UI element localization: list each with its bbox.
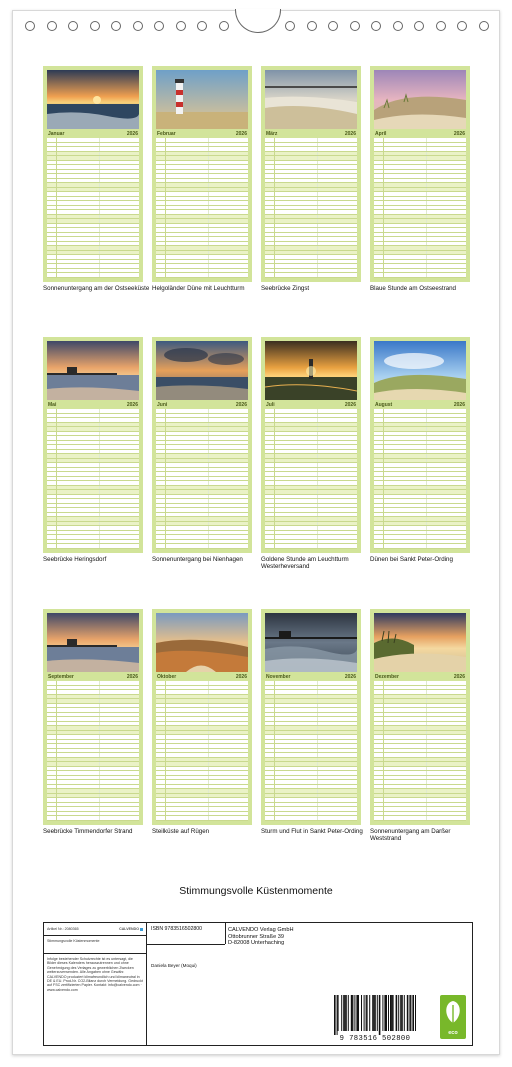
month-juni	[152, 337, 252, 563]
month-frame	[261, 609, 361, 825]
binding-hole	[457, 21, 467, 31]
day-row	[156, 544, 248, 549]
day-row	[47, 544, 139, 549]
month-caption: Blaue Stunde am Ostseestrand	[370, 285, 456, 292]
month-frame	[261, 337, 361, 553]
planner-grid	[265, 409, 357, 549]
isbn: ISBN 9783516502800	[151, 926, 203, 932]
binding-hole	[111, 21, 121, 31]
planner-grid	[374, 409, 466, 549]
month-caption: Seebrücke Zingst	[261, 285, 310, 292]
month-year: 2026	[126, 131, 138, 137]
month-year: 2026	[235, 131, 247, 137]
month-frame	[43, 66, 143, 282]
binding-hole	[176, 21, 186, 31]
binding-hole	[133, 21, 143, 31]
legal-text: Infolge bestehender Schutzrechte ist es untersagt, die Bilder dieses Kalenders herauszutrennen und ohne Genehmigung des Verlages zu gewerblichen Zwecken weiterzuverwenden. Alle Angaben ohne Gewähr. CALVENDO produziert klimafreundlich und klimaneutral in DE & EU. Prod-Nr. CO2-Bilanz durch Vermeidung. Gedruckt auf FSC zertifizierten Papier. Kontakt: info@calvendo.com · www.calvendo.com	[47, 957, 143, 992]
calendar-page	[12, 10, 500, 1055]
binding-hole	[219, 21, 229, 31]
month-year: 2026	[126, 674, 138, 680]
info-panel	[44, 923, 147, 1045]
day-row	[374, 816, 466, 821]
month-oktober	[152, 609, 252, 835]
month-frame	[370, 337, 470, 553]
month-header	[374, 673, 466, 681]
month-year: 2026	[344, 674, 356, 680]
month-header	[265, 673, 357, 681]
month-year: 2026	[344, 131, 356, 137]
month-year: 2026	[453, 131, 465, 137]
month-märz	[261, 66, 361, 292]
month-frame	[43, 609, 143, 825]
month-name: Mai	[48, 402, 57, 408]
day-row	[156, 273, 248, 278]
month-name: April	[375, 131, 387, 137]
month-frame	[43, 337, 143, 553]
month-header	[47, 673, 139, 681]
month-photo	[47, 341, 139, 400]
planner-grid	[374, 138, 466, 278]
month-frame	[152, 66, 252, 282]
month-caption: Sonnenuntergang am der Ostseeküste	[43, 285, 150, 292]
month-year: 2026	[235, 674, 247, 680]
month-photo	[156, 70, 248, 129]
month-august	[370, 337, 470, 563]
month-september	[43, 609, 143, 835]
binding-hole	[414, 21, 424, 31]
binding-hole	[393, 21, 403, 31]
month-header	[265, 130, 357, 138]
month-header	[374, 130, 466, 138]
day-row	[47, 273, 139, 278]
month-name: Juli	[266, 402, 275, 408]
binding-hole	[90, 21, 100, 31]
publisher-logo: CALVENDO	[119, 927, 143, 931]
publisher-address: CALVENDO Verlag GmbH Ottobrunner Straße 39 D-82008 Unterhaching	[228, 927, 294, 947]
month-year: 2026	[453, 674, 465, 680]
author: Daniela Beyer (Moqui)	[151, 963, 197, 968]
planner-grid	[47, 681, 139, 821]
month-header	[156, 130, 248, 138]
month-photo	[265, 70, 357, 129]
month-photo	[47, 70, 139, 129]
binding-hole	[285, 21, 295, 31]
binding-hole	[68, 21, 78, 31]
binding-hole	[47, 21, 57, 31]
month-dezember	[370, 609, 470, 843]
month-header	[156, 401, 248, 409]
back-cover-info	[43, 922, 473, 1046]
month-frame	[261, 66, 361, 282]
planner-grid	[265, 681, 357, 821]
month-photo	[374, 341, 466, 400]
binding-hole	[307, 21, 317, 31]
binding-hole	[436, 21, 446, 31]
month-caption: Dünen bei Sankt Peter-Ording	[370, 556, 453, 563]
month-year: 2026	[126, 402, 138, 408]
month-caption: Seebrücke Heringsdorf	[43, 556, 107, 563]
eco-badge: eco	[440, 995, 466, 1039]
month-caption: Sturm und Flut in Sankt Peter-Ording	[261, 828, 363, 835]
month-name: Dezember	[375, 674, 399, 680]
month-caption: Sonnenuntergang am Darßer Weststrand	[370, 828, 451, 843]
month-header	[156, 673, 248, 681]
calendar-title: Stimmungsvolle Küstenmomente	[179, 885, 333, 897]
month-name: März	[266, 131, 278, 137]
month-caption: Seebrücke Timmendorfer Strand	[43, 828, 133, 835]
planner-grid	[374, 681, 466, 821]
binding-hole	[479, 21, 489, 31]
month-photo	[47, 613, 139, 672]
month-frame	[370, 609, 470, 825]
day-row	[374, 544, 466, 549]
month-photo	[374, 613, 466, 672]
month-year: 2026	[344, 402, 356, 408]
month-juli	[261, 337, 361, 571]
month-photo	[156, 341, 248, 400]
day-row	[265, 544, 357, 549]
month-caption: Steilküste auf Rügen	[152, 828, 210, 835]
barcode	[332, 995, 418, 1045]
barcode-digits: 9 783516 502800	[339, 1035, 411, 1043]
month-caption: Goldene Stunde am Leuchtturm Westerheversand	[261, 556, 349, 571]
month-photo	[156, 613, 248, 672]
day-row	[156, 816, 248, 821]
month-header	[47, 130, 139, 138]
binding-hole	[371, 21, 381, 31]
day-row	[265, 816, 357, 821]
month-photo	[265, 341, 357, 400]
planner-grid	[265, 138, 357, 278]
month-header	[265, 401, 357, 409]
month-name: August	[375, 402, 393, 408]
binding-hole	[154, 21, 164, 31]
month-frame	[152, 609, 252, 825]
month-caption: Sonnenuntergang bei Nienhagen	[152, 556, 243, 563]
day-row	[47, 816, 139, 821]
month-november	[261, 609, 363, 835]
month-year: 2026	[235, 402, 247, 408]
month-name: Februar	[157, 131, 176, 137]
month-name: September	[48, 674, 74, 680]
month-frame	[370, 66, 470, 282]
month-name: Oktober	[157, 674, 177, 680]
month-februar	[152, 66, 252, 292]
binding-hole	[328, 21, 338, 31]
planner-grid	[156, 409, 248, 549]
month-name: Januar	[48, 131, 65, 137]
binding-hole	[350, 21, 360, 31]
planner-grid	[47, 138, 139, 278]
day-row	[374, 273, 466, 278]
month-name: November	[266, 674, 291, 680]
day-row	[265, 273, 357, 278]
month-mai	[43, 337, 143, 563]
planner-grid	[47, 409, 139, 549]
month-header	[47, 401, 139, 409]
month-year: 2026	[453, 402, 465, 408]
leaf-icon	[440, 995, 466, 1029]
month-photo	[265, 613, 357, 672]
month-januar	[43, 66, 150, 292]
month-frame	[152, 337, 252, 553]
month-photo	[374, 70, 466, 129]
month-caption: Helgoländer Düne mit Leuchtturm	[152, 285, 245, 292]
month-april	[370, 66, 470, 292]
article-number: Artikel Nr.: 2080365	[47, 926, 79, 931]
binding-hole	[197, 21, 207, 31]
product-title: Stimmungsvolle Küstenmomente	[44, 936, 146, 954]
planner-grid	[156, 681, 248, 821]
month-header	[374, 401, 466, 409]
planner-grid	[156, 138, 248, 278]
binding-hole	[25, 21, 35, 31]
month-name: Juni	[157, 402, 168, 408]
